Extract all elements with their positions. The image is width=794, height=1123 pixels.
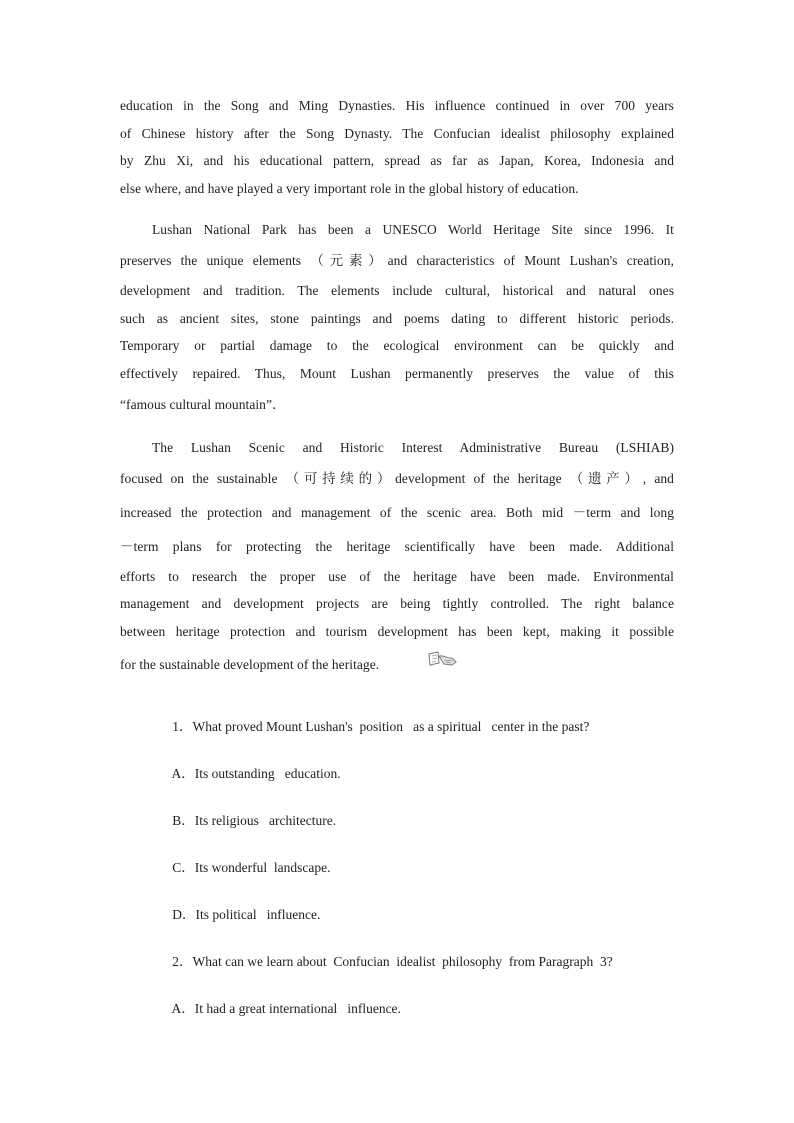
paragraph-line: effectively repaired. Thus, Mount Lushan permanently preserves the value of this <box>120 366 674 381</box>
option-text: Its wonderful landscape. <box>194 860 331 875</box>
paragraph-line: focused on the sustainable （可持续的）development of the heritage （遗产）, and <box>120 471 674 486</box>
paragraph-line: Temporary or partial damage to the ecological environment can be quickly and <box>120 338 674 353</box>
answer-option-c[interactable] <box>152 841 330 895</box>
option-letter: B． <box>172 813 195 828</box>
paragraph-line: by Zhu Xi, and his educational pattern, spread as far as Japan, Korea, Indonesia and <box>120 153 674 168</box>
answer-option-d[interactable] <box>152 888 320 942</box>
answer-option-a[interactable] <box>152 982 401 1036</box>
paragraph-line: development and tradition. The elements include cultural, historical and natural ones <box>120 283 674 298</box>
option-text: Its outstanding education. <box>194 766 341 781</box>
question-text: What proved Mount Lushan's position as a spiritual center in the past? <box>192 719 590 734</box>
paragraph-line: “famous cultural mountain”． <box>120 397 286 412</box>
paragraph-line: between heritage protection and tourism development has been kept, making it possible <box>120 624 674 639</box>
question-stem <box>152 700 589 754</box>
paragraph-line: education in the Song and Ming Dynasties. His influence continued in over 700 years <box>120 98 674 113</box>
option-letter: C． <box>172 860 195 875</box>
paragraph-line: else where, and have played a very important role in the global history of education. <box>120 181 579 196</box>
question-number: 2． <box>172 954 193 969</box>
paragraph-line: －term plans for protecting the heritage scientifically have been made. Additional <box>120 539 674 554</box>
question-text: What can we learn about Confucian idealist philosophy from Paragraph 3? <box>192 954 613 969</box>
paragraph-line: management and development projects are being tightly controlled. The right balance <box>120 596 674 611</box>
answer-option-b[interactable] <box>152 794 336 848</box>
option-text: Its political influence. <box>195 907 321 922</box>
answer-option-a[interactable] <box>152 747 341 801</box>
paragraph-line: such as ancient sites, stone paintings and poems dating to different historic periods. <box>120 311 674 326</box>
paragraph-line: for the sustainable development of the heritage. <box>120 657 380 672</box>
paragraph-line: The Lushan Scenic and Historic Interest Administrative Bureau (LSHIAB) <box>152 440 674 455</box>
small-sketch-icon <box>426 650 458 670</box>
paragraph-line: of Chinese history after the Song Dynasty. The Confucian idealist philosophy explained <box>120 126 674 141</box>
option-letter: D． <box>172 907 196 922</box>
paragraph-line: Lushan National Park has been a UNESCO World Heritage Site since 1996. It <box>152 222 674 237</box>
option-text: It had a great international influence. <box>194 1001 401 1016</box>
question-stem <box>152 935 613 989</box>
question-number: 1． <box>172 719 193 734</box>
paragraph-line: efforts to research the proper use of the heritage have been made. Environmental <box>120 569 674 584</box>
paragraph-line: preserves the unique elements （元素）and characteristics of Mount Lushan's creation, <box>120 253 674 268</box>
option-text: Its religious architecture. <box>194 813 337 828</box>
option-letter: A． <box>171 1001 195 1016</box>
option-letter: A． <box>171 766 195 781</box>
paragraph-line: increased the protection and management of the scenic area. Both mid －term and long <box>120 505 674 520</box>
